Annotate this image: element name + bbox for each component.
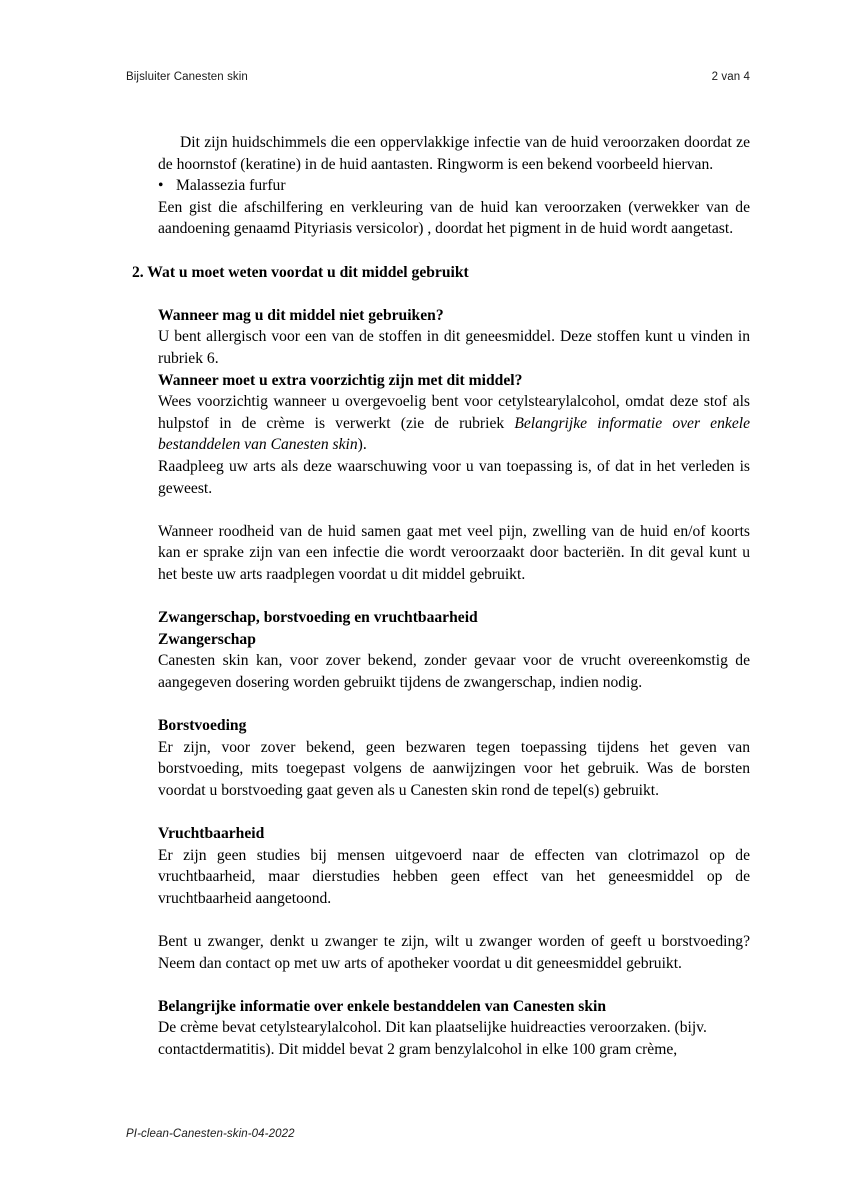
subsection-paragraph-vruchtbaarheid: Er zijn geen studies bij mensen uitgevoerd naar de effecten van clotrimazol op de vruchtbaarheid, maar dierstudies hebben geen effect van het geneesmiddel op de vruchtbaarheid aangetoond. bbox=[158, 846, 750, 907]
list-item-label: Malassezia furfur bbox=[176, 177, 286, 195]
subsection-heading-niet-gebruiken: Wanneer mag u dit middel niet gebruiken? bbox=[158, 306, 444, 324]
header-document-title: Bijsluiter Canesten skin bbox=[126, 71, 248, 83]
bullet-explanation-paragraph: Een gist die afschilfering en verkleuring van de huid kan veroorzaken (verwekker van de aandoening genaamd Pityriasis versicolor) , doordat het pigment in de huid wordt aangetast. bbox=[158, 198, 750, 238]
page-footer bbox=[126, 1127, 750, 1141]
subsection-subheading-zwangerschap: Zwangerschap bbox=[158, 630, 256, 648]
cross-reference-italic: Belangrijke informatie over enkele bestanddelen van Canesten skin bbox=[158, 414, 750, 454]
spacer bbox=[132, 240, 750, 262]
subsection-heading-vruchtbaarheid: Vruchtbaarheid bbox=[158, 825, 265, 842]
subsection-paragraph-bent-u-zwanger: Bent u zwanger, denkt u zwanger te zijn, wilt u zwanger worden of geeft u borstvoeding? Neem dan contact op met uw arts of apotheker voordat u dit geneesmiddel gebruikt. bbox=[158, 932, 750, 972]
paragraph-text-part-1: Wees voorzichtig wanneer u overgevoelig bent voor cetylstearylalcohol, omdat deze stof als hulpstof in de crème is verwerkt (zie de rubriek bbox=[158, 393, 750, 432]
spacer bbox=[132, 499, 750, 521]
subsection-paragraph-cetylstearylalcohol bbox=[158, 391, 750, 456]
subsection-heading-extra-voorzichtig: Wanneer moet u extra voorzichtig zijn met dit middel? bbox=[158, 371, 523, 389]
document-body bbox=[132, 132, 750, 1061]
section-2-heading: 2. Wat u moet weten voordat u dit middel gebruikt bbox=[132, 263, 469, 281]
subsection-paragraph-raadpleeg-arts: Raadpleeg uw arts als deze waarschuwing voor u van toepassing is, of dat in het verleden is geweest. bbox=[158, 457, 750, 497]
spacer bbox=[132, 585, 750, 607]
page-header bbox=[126, 70, 750, 84]
subsection-heading-zwangerschap-borstvoeding-vruchtbaarheid: Zwangerschap, borstvoeding en vruchtbaarheid bbox=[158, 609, 478, 627]
intro-paragraph: Dit zijn huidschimmels die een oppervlakkige infectie van de huid veroorzaken doordat ze de hoornstof (keratine) in de huid aantasten. Ringworm is een bekend voorbeeld hiervan. bbox=[158, 134, 750, 173]
list-item bbox=[158, 175, 750, 197]
footer-document-code: PI-clean-Canesten-skin-04-2022 bbox=[126, 1128, 295, 1140]
subsection-paragraph-roodheid: Wanneer roodheid van de huid samen gaat met veel pijn, zwelling van de huid en/of koorts kan er sprake zijn van een infectie die wordt veroorzaakt door bacteriën. In dit geval kunt u het beste uw arts raadplegen voordat u dit middel gebruikt. bbox=[158, 522, 750, 583]
header-page-number: 2 van 4 bbox=[711, 71, 750, 83]
spacer bbox=[132, 801, 750, 823]
spacer bbox=[132, 693, 750, 715]
spacer bbox=[132, 909, 750, 931]
fungus-bullet-list bbox=[158, 175, 750, 197]
spacer bbox=[132, 283, 750, 305]
bullet-dot-icon: • bbox=[158, 177, 164, 195]
subsection-heading-belangrijke-informatie: Belangrijke informatie over enkele bestanddelen van Canesten skin bbox=[158, 997, 607, 1015]
subsection-paragraph-niet-gebruiken: U bent allergisch voor een van de stoffen in dit geneesmiddel. Deze stoffen kunt u vinden in rubriek 6. bbox=[158, 328, 750, 367]
paragraph-text-part-2: ). bbox=[357, 436, 367, 454]
subsection-paragraph-zwangerschap: Canesten skin kan, voor zover bekend, zonder gevaar voor de vrucht overeenkomstig de aangegeven dosering worden gebruikt tijdens de zwangerschap, indien nodig. bbox=[158, 652, 750, 691]
spacer bbox=[132, 974, 750, 996]
subsection-heading-borstvoeding: Borstvoeding bbox=[158, 717, 247, 735]
subsection-paragraph-belangrijke-informatie: De crème bevat cetylstearylalcohol. Dit kan plaatselijke huidreacties veroorzaken. (bijv. contactdermatitis). Dit middel bevat 2 gram benzylalcohol in elke 100 gram crème, bbox=[158, 1019, 707, 1058]
subsection-paragraph-borstvoeding: Er zijn, voor zover bekend, geen bezwaren tegen toepassing tijdens het geven van borstvoeding, mits toegepast volgens de aanwijzingen voor het gebruik. Was de borsten voordat u borstvoeding gaat geven als u Canesten skin rond de tepel(s) gebruikt. bbox=[158, 738, 750, 799]
